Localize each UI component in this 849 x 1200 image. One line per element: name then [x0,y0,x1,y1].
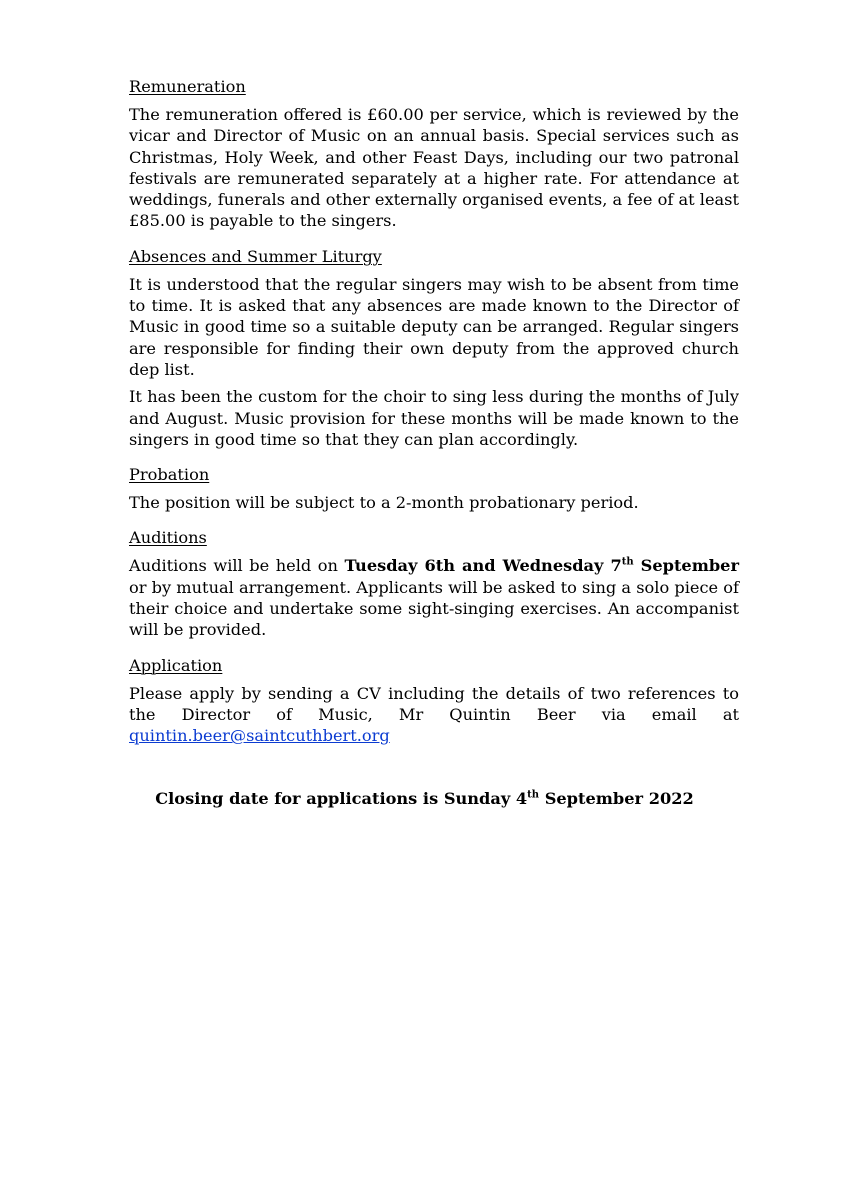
auditions-text-end: or by mutual arrangement. Applicants will be asked to sing a solo piece of their choice and undertake some sight-singing exercises. An accompanist will be provided. [129,577,739,640]
closing-date-superscript: th [527,789,540,801]
application-email-link[interactable]: quintin.beer@saintcuthbert.org [129,726,390,746]
application-heading: Application [129,655,223,675]
application-section [129,655,739,747]
probation-section [129,464,739,513]
audition-dates-part-2: September [633,556,739,576]
remuneration-text: The remuneration offered is £60.00 per service, which is reviewed by the vicar and Director of Music on an annual basis. Special services such as Christmas, Holy Week, and other Feast Days, including our two patronal festivals are remunerated separately at a higher rate. For attendance at weddings, funerals and other externally organised events, a fee of at least £85.00 is payable to the singers. [129,105,739,231]
closing-date-part-2: September 2022 [539,789,694,808]
auditions-text-start: Auditions will be held on [129,556,345,576]
auditions-text [129,555,739,640]
absences-paragraph-2: It has been the custom for the choir to sing less during the months of July and August. Music provision for these months will be made known to the singers in good time so that they can plan accordingly. [129,387,739,449]
remuneration-section [129,76,739,232]
audition-dates [345,556,740,575]
probation-heading: Probation [129,465,210,485]
closing-date-part-1: Closing date for applications is Sunday 4 [155,789,528,808]
absences-paragraph-1: It is understood that the regular singers may wish to be absent from time to time. It is asked that any absences are made known to the Director of Music in good time so a suitable deputy can be arranged. Regular singers are responsible for finding their own deputy from the approved church dep list. [129,274,739,379]
auditions-heading: Auditions [129,528,207,548]
document-body [129,76,739,761]
audition-dates-superscript: th [621,557,634,569]
closing-date [0,788,849,810]
probation-text: The position will be subject to a 2-month probationary period. [129,493,639,513]
audition-dates-part-1: Tuesday 6th and Wednesday 7 [344,556,622,576]
absences-section [129,246,739,450]
remuneration-heading: Remuneration [129,77,246,96]
application-text-body: Please apply by sending a CV including the details of two references to the Director of Music, Mr Quintin Beer via email at [129,683,739,724]
auditions-section [129,527,739,640]
absences-heading: Absences and Summer Liturgy [129,246,382,266]
application-text [129,683,739,747]
